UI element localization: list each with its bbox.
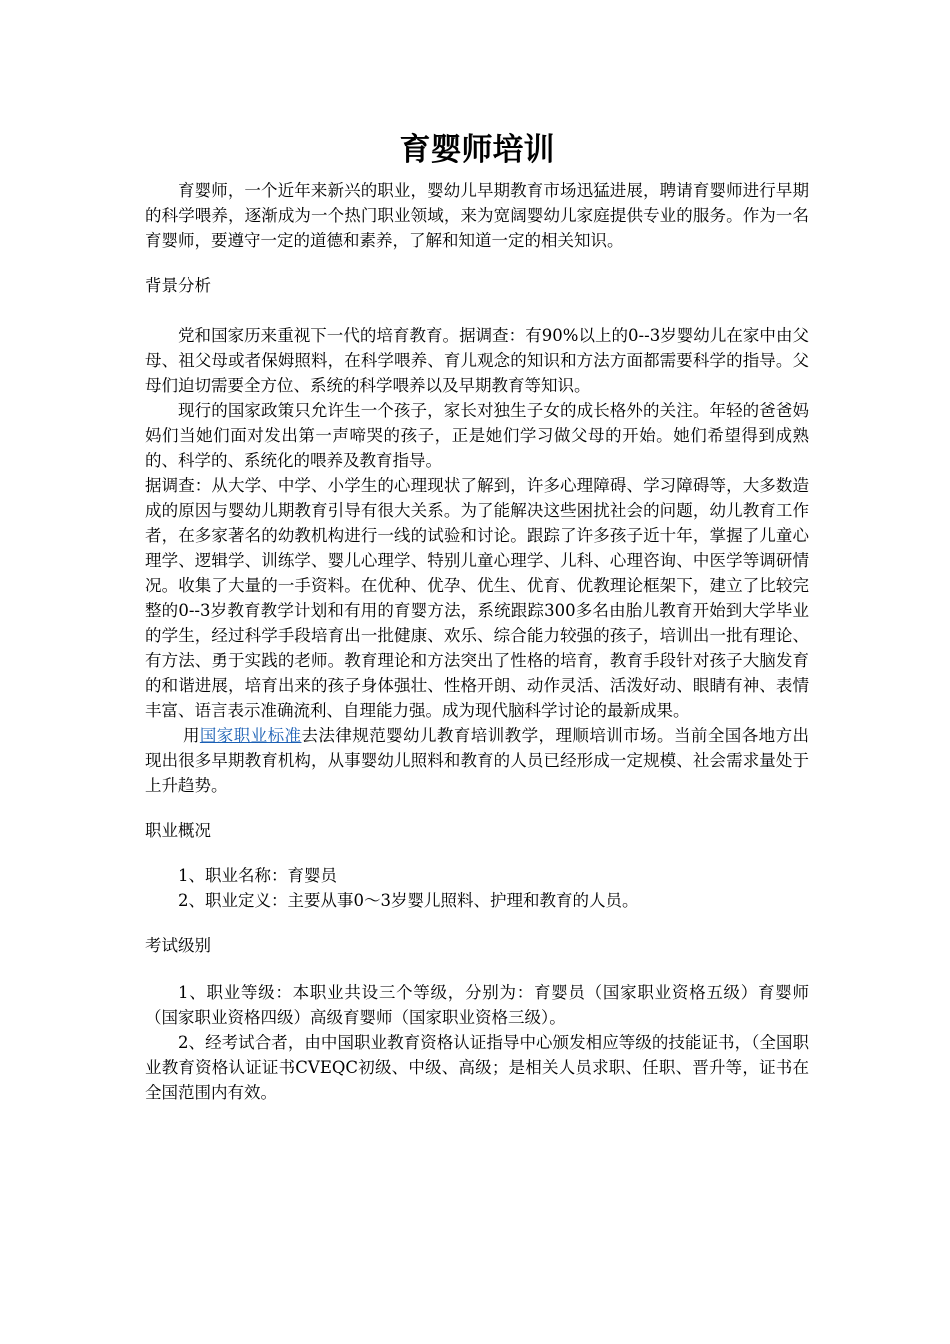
intro-paragraph: 育婴师，一个近年来新兴的职业，婴幼儿早期教育市场迅猛进展，聘请育婴师进行早期的科学喂养，逐渐成为一个热门职业领域，来为宽阔婴幼儿家庭提供专业的服务。作为一名育婴师，要遵守一定的道德和素养，了解和知道一定的相关知识。	[145, 181, 809, 250]
background-paragraph-4	[145, 723, 809, 798]
exam-item-2: 2、经考试合者，由中国职业教育资格认证指导中心颁发相应等级的技能证书，（全国职业教育资格认证证书CVEQC初级、中级、高级；是相关人员求职、任职、晋升等，证书在全国范围内有效。	[145, 1033, 809, 1102]
exam-item-1: 1、职业等级：本职业共设三个等级，分别为：育婴员（国家职业资格五级）育婴师（国家职业资格四级）高级育婴师（国家职业资格三级）。	[145, 983, 809, 1027]
national-standard-link[interactable]: 国家职业标准	[199, 726, 302, 745]
document-title: 育婴师培训	[399, 132, 555, 168]
paragraph-4-suffix: 去法律规范婴幼儿教育培训教学，理顺培训市场。当前全国各地方出现出很多早期教育机构，从事婴幼儿照料和教育的人员已经形成一定规模、社会需求量处于上升趋势。	[145, 726, 810, 795]
overview-item-2: 2、职业定义：主要从事0～3岁婴儿照料、护理和教育的人员。	[178, 891, 639, 910]
section-heading-overview: 职业概况	[145, 821, 211, 840]
background-paragraph-3: 据调查：从大学、中学、小学生的心理现状了解到，许多心理障碍、学习障碍等，大多数造成的原因与婴幼儿期教育引导有很大关系。为了能解决这些困扰社会的问题，幼儿教育工作者，在多家著名的幼教机构进行一线的试验和讨论。跟踪了许多孩子近十年，掌握了儿童心理学、逻辑学、训练学、婴儿心理学、特别儿童心理学、儿科、心理咨询、中医学等调研情况。收集了大量的一手资料。在优种、优孕、优生、优育、优教理论框架下，建立了比较完整的0--3岁教育教学计划和有用的育婴方法，系统跟踪300多名由胎儿教育开始到大学毕业的学生，经过科学手段培育出一批健康、欢乐、综合能力较强的孩子，培训出一批有理论、有方法、勇于实践的老师。教育理论和方法突出了性格的培育，教育手段针对孩子大脑发育的和谐进展，培育出来的孩子身体强壮、性格开朗、动作灵活、活泼好动、眼睛有神、表情丰富、语言表示准确流利、自理能力强。成为现代脑科学讨论的最新成果。	[145, 476, 809, 720]
overview-item-1: 1、职业名称：育婴员	[178, 866, 337, 885]
paragraph-4-prefix: 用	[182, 726, 200, 745]
document-page	[145, 128, 809, 1105]
background-paragraph-2: 现行的国家政策只允许生一个孩子，家长对独生子女的成长格外的关注。年轻的爸爸妈妈们当她们面对发出第一声啼哭的孩子，正是她们学习做父母的开始。她们希望得到成熟的、科学的、系统化的喂养及教育指导。	[145, 401, 809, 470]
section-heading-background: 背景分析	[145, 276, 211, 295]
section-heading-exam-levels: 考试级别	[145, 936, 211, 955]
background-paragraph-1: 党和国家历来重视下一代的培育教育。据调查：有90%以上的0--3岁婴幼儿在家中由父母、祖父母或者保姆照料，在科学喂养、育儿观念的知识和方法方面都需要科学的指导。父母们迫切需要全方位、系统的科学喂养以及早期教育等知识。	[145, 326, 809, 395]
